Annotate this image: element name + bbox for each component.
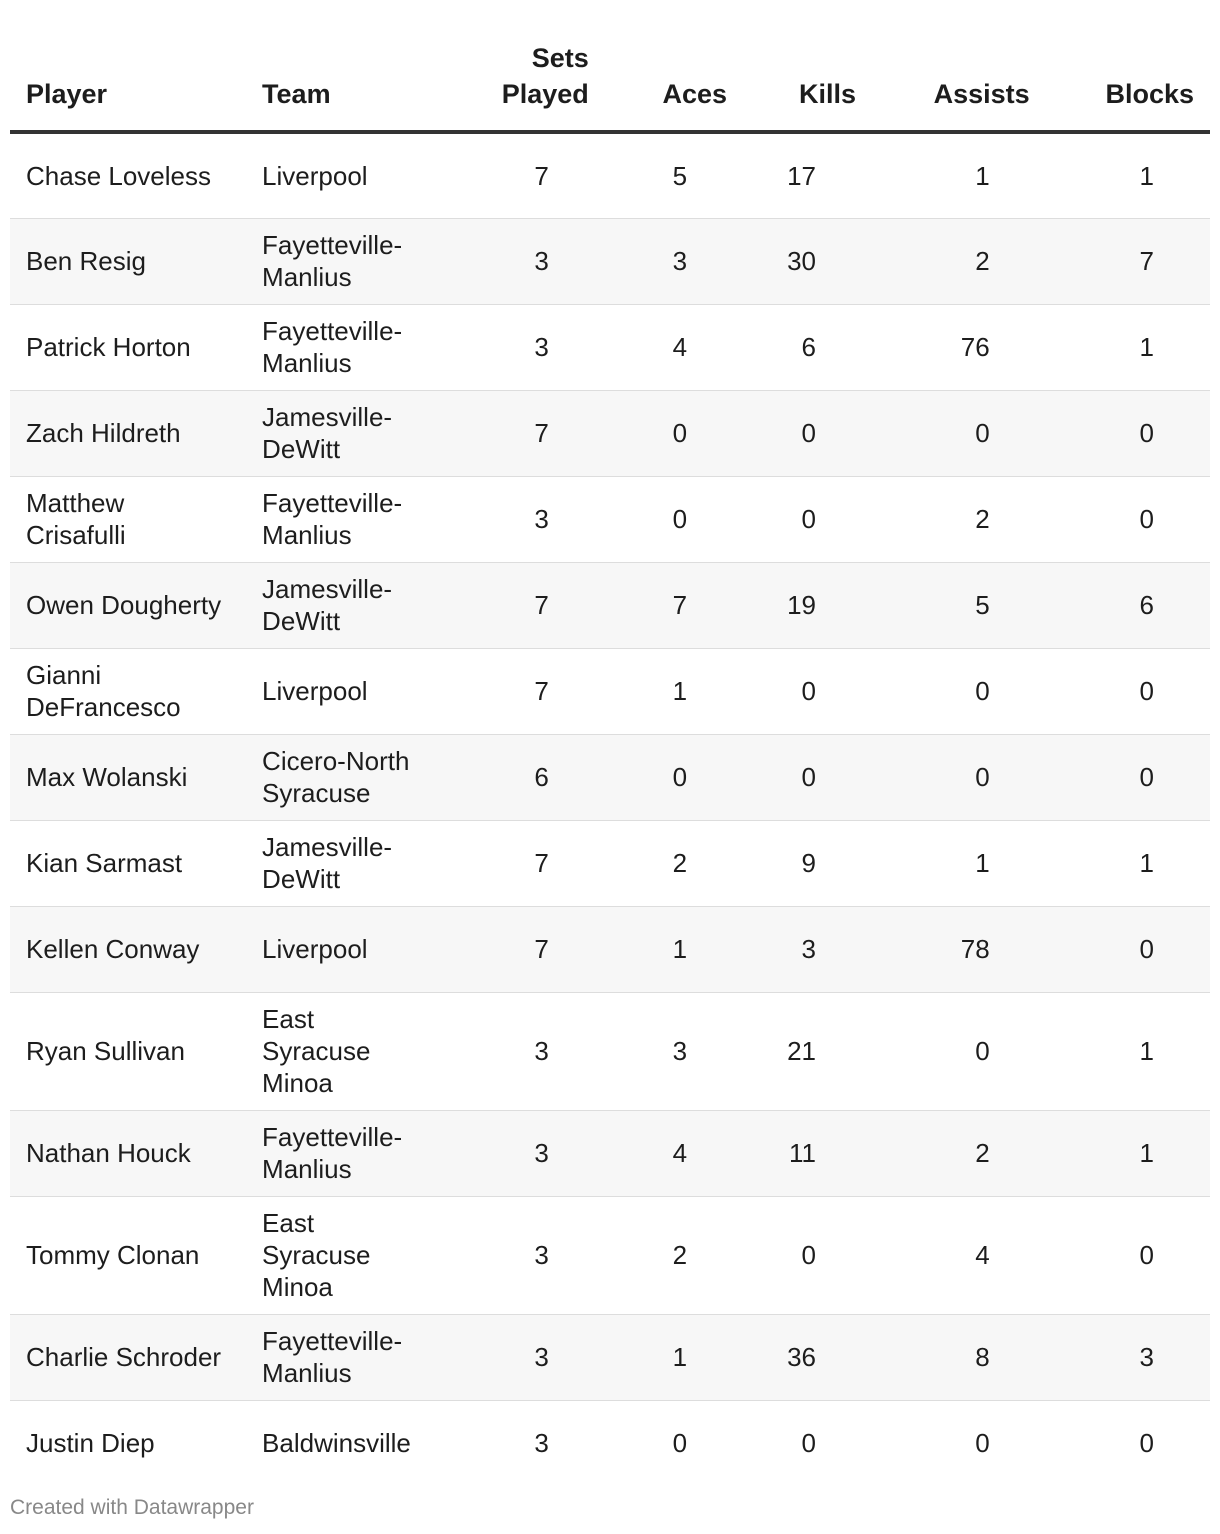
cell-sets-played: 3 — [428, 476, 605, 562]
cell-player: Justin Diep — [26, 1428, 155, 1459]
cell-blocks: 1 — [1046, 820, 1210, 906]
cell-assists: 2 — [872, 1110, 1046, 1196]
cell-aces: 2 — [605, 1196, 743, 1314]
table-row — [10, 1110, 1210, 1196]
table-row — [10, 734, 1210, 820]
cell-team: Baldwinsville — [262, 1428, 411, 1459]
cell-sets-played: 7 — [428, 390, 605, 476]
cell-aces: 3 — [605, 992, 743, 1110]
cell-aces: 0 — [605, 734, 743, 820]
cell-kills: 0 — [743, 734, 872, 820]
cell-assists: 0 — [872, 734, 1046, 820]
cell-team: Fayetteville-Manlius — [246, 476, 428, 562]
cell-player: Matthew Crisafulli — [10, 476, 246, 562]
cell-player: Gianni DeFrancesco — [10, 648, 246, 734]
cell-aces: 2 — [605, 820, 743, 906]
cell-player: Patrick Horton — [10, 304, 246, 390]
cell-team: East Syracuse Minoa — [246, 992, 428, 1110]
column-header-kills: Kills — [743, 40, 872, 132]
cell-team: Liverpool — [246, 906, 428, 992]
cell-aces: 4 — [605, 1110, 743, 1196]
cell-team: Jamesville-DeWitt — [246, 390, 428, 476]
cell-blocks: 0 — [1046, 390, 1210, 476]
cell-player: Charlie Schroder — [10, 1314, 246, 1400]
table-row — [10, 648, 1210, 734]
cell-kills: 19 — [743, 562, 872, 648]
cell-assists: 5 — [872, 562, 1046, 648]
cell-assists: 0 — [975, 1428, 990, 1459]
table-body — [10, 132, 1210, 1486]
table-row — [10, 1400, 1210, 1486]
cell-team: Cicero-North Syracuse — [246, 734, 428, 820]
column-header-player: Player — [10, 40, 246, 132]
cell-blocks: 6 — [1046, 562, 1210, 648]
cell-kills: 0 — [743, 648, 872, 734]
cell-assists: 0 — [872, 648, 1046, 734]
cell-player: Ryan Sullivan — [10, 992, 246, 1110]
cell-sets-played: 7 — [428, 132, 605, 218]
table-row — [10, 132, 1210, 218]
cell-team: Liverpool — [246, 648, 428, 734]
cell-team: Fayetteville-Manlius — [246, 218, 428, 304]
column-header-sets-played: Sets Played — [428, 40, 605, 132]
cell-aces: 3 — [605, 218, 743, 304]
cell-sets-played: 7 — [428, 906, 605, 992]
cell-aces: 0 — [672, 1428, 688, 1459]
cell-kills: 11 — [743, 1110, 872, 1196]
cell-assists: 78 — [872, 906, 1046, 992]
cell-sets-played: 3 — [428, 1110, 605, 1196]
cell-sets-played: 6 — [428, 734, 605, 820]
cell-blocks: 0 — [1046, 906, 1210, 992]
cell-assists: 0 — [872, 390, 1046, 476]
cell-sets-played: 7 — [428, 562, 605, 648]
stats-table — [10, 40, 1210, 1486]
table-header — [10, 40, 1210, 132]
cell-assists: 1 — [872, 132, 1046, 218]
cell-team: Jamesville-DeWitt — [246, 820, 428, 906]
cell-assists: 0 — [872, 992, 1046, 1110]
cell-kills: 0 — [743, 1196, 872, 1314]
cell-aces: 1 — [605, 1314, 743, 1400]
table-row — [10, 906, 1210, 992]
table-row — [10, 820, 1210, 906]
cell-team: Liverpool — [246, 132, 428, 218]
cell-sets-played: 7 — [428, 648, 605, 734]
cell-aces: 7 — [605, 562, 743, 648]
cell-blocks: 1 — [1046, 304, 1210, 390]
column-header-aces: Aces — [605, 40, 743, 132]
cell-sets-played: 3 — [428, 992, 605, 1110]
cell-player: Owen Dougherty — [10, 562, 246, 648]
cell-team: Fayetteville-Manlius — [246, 1110, 428, 1196]
table-row — [10, 218, 1210, 304]
header-row — [10, 40, 1210, 132]
cell-player: Zach Hildreth — [10, 390, 246, 476]
cell-aces: 1 — [605, 906, 743, 992]
cell-player: Chase Loveless — [10, 132, 246, 218]
cell-player: Nathan Houck — [10, 1110, 246, 1196]
column-header-assists: Assists — [872, 40, 1046, 132]
cell-aces: 4 — [605, 304, 743, 390]
cell-blocks: 0 — [1139, 1428, 1154, 1459]
cell-kills: 0 — [743, 390, 872, 476]
column-header-blocks: Blocks — [1046, 40, 1210, 132]
cell-blocks: 3 — [1046, 1314, 1210, 1400]
cell-kills: 36 — [743, 1314, 872, 1400]
cell-player: Kian Sarmast — [10, 820, 246, 906]
table-row — [10, 1196, 1210, 1314]
cell-player: Tommy Clonan — [10, 1196, 246, 1314]
cell-blocks: 0 — [1046, 734, 1210, 820]
cell-blocks: 1 — [1046, 992, 1210, 1110]
datawrapper-credit[interactable]: Created with Datawrapper — [10, 1496, 254, 1519]
cell-sets-played: 3 — [428, 1314, 605, 1400]
cell-aces: 0 — [605, 390, 743, 476]
table-row — [10, 476, 1210, 562]
cell-assists: 4 — [872, 1196, 1046, 1314]
cell-sets-played: 3 — [428, 1196, 605, 1314]
cell-team: Fayetteville-Manlius — [246, 304, 428, 390]
cell-player: Kellen Conway — [10, 906, 246, 992]
cell-team: Fayetteville-Manlius — [246, 1314, 428, 1400]
cell-sets-played: 3 — [534, 1428, 549, 1459]
cell-aces: 5 — [605, 132, 743, 218]
column-header-team: Team — [246, 40, 428, 132]
cell-team: East Syracuse Minoa — [246, 1196, 428, 1314]
cell-kills: 6 — [743, 304, 872, 390]
cell-blocks: 1 — [1046, 132, 1210, 218]
cell-blocks: 0 — [1046, 476, 1210, 562]
table-row — [10, 1314, 1210, 1400]
table-row — [10, 390, 1210, 476]
cell-blocks: 1 — [1046, 1110, 1210, 1196]
cell-kills: 0 — [801, 1428, 817, 1459]
cell-blocks: 0 — [1046, 1196, 1210, 1314]
cell-blocks: 7 — [1046, 218, 1210, 304]
stats-table-container — [10, 40, 1210, 1486]
cell-sets-played: 3 — [428, 218, 605, 304]
cell-assists: 1 — [872, 820, 1046, 906]
cell-team: Jamesville-DeWitt — [246, 562, 428, 648]
cell-kills: 30 — [743, 218, 872, 304]
cell-assists: 76 — [872, 304, 1046, 390]
table-row — [10, 562, 1210, 648]
cell-player: Ben Resig — [10, 218, 246, 304]
cell-aces: 0 — [605, 476, 743, 562]
cell-assists: 8 — [872, 1314, 1046, 1400]
table-row — [10, 992, 1210, 1110]
cell-kills: 21 — [743, 992, 872, 1110]
cell-kills: 3 — [743, 906, 872, 992]
cell-aces: 1 — [605, 648, 743, 734]
cell-kills: 9 — [743, 820, 872, 906]
cell-blocks: 0 — [1046, 648, 1210, 734]
table-row — [10, 304, 1210, 390]
cell-kills: 17 — [743, 132, 872, 218]
cell-assists: 2 — [872, 218, 1046, 304]
cell-kills: 0 — [743, 476, 872, 562]
cell-player: Max Wolanski — [10, 734, 246, 820]
cell-sets-played: 3 — [428, 304, 605, 390]
cell-assists: 2 — [872, 476, 1046, 562]
cell-sets-played: 7 — [428, 820, 605, 906]
